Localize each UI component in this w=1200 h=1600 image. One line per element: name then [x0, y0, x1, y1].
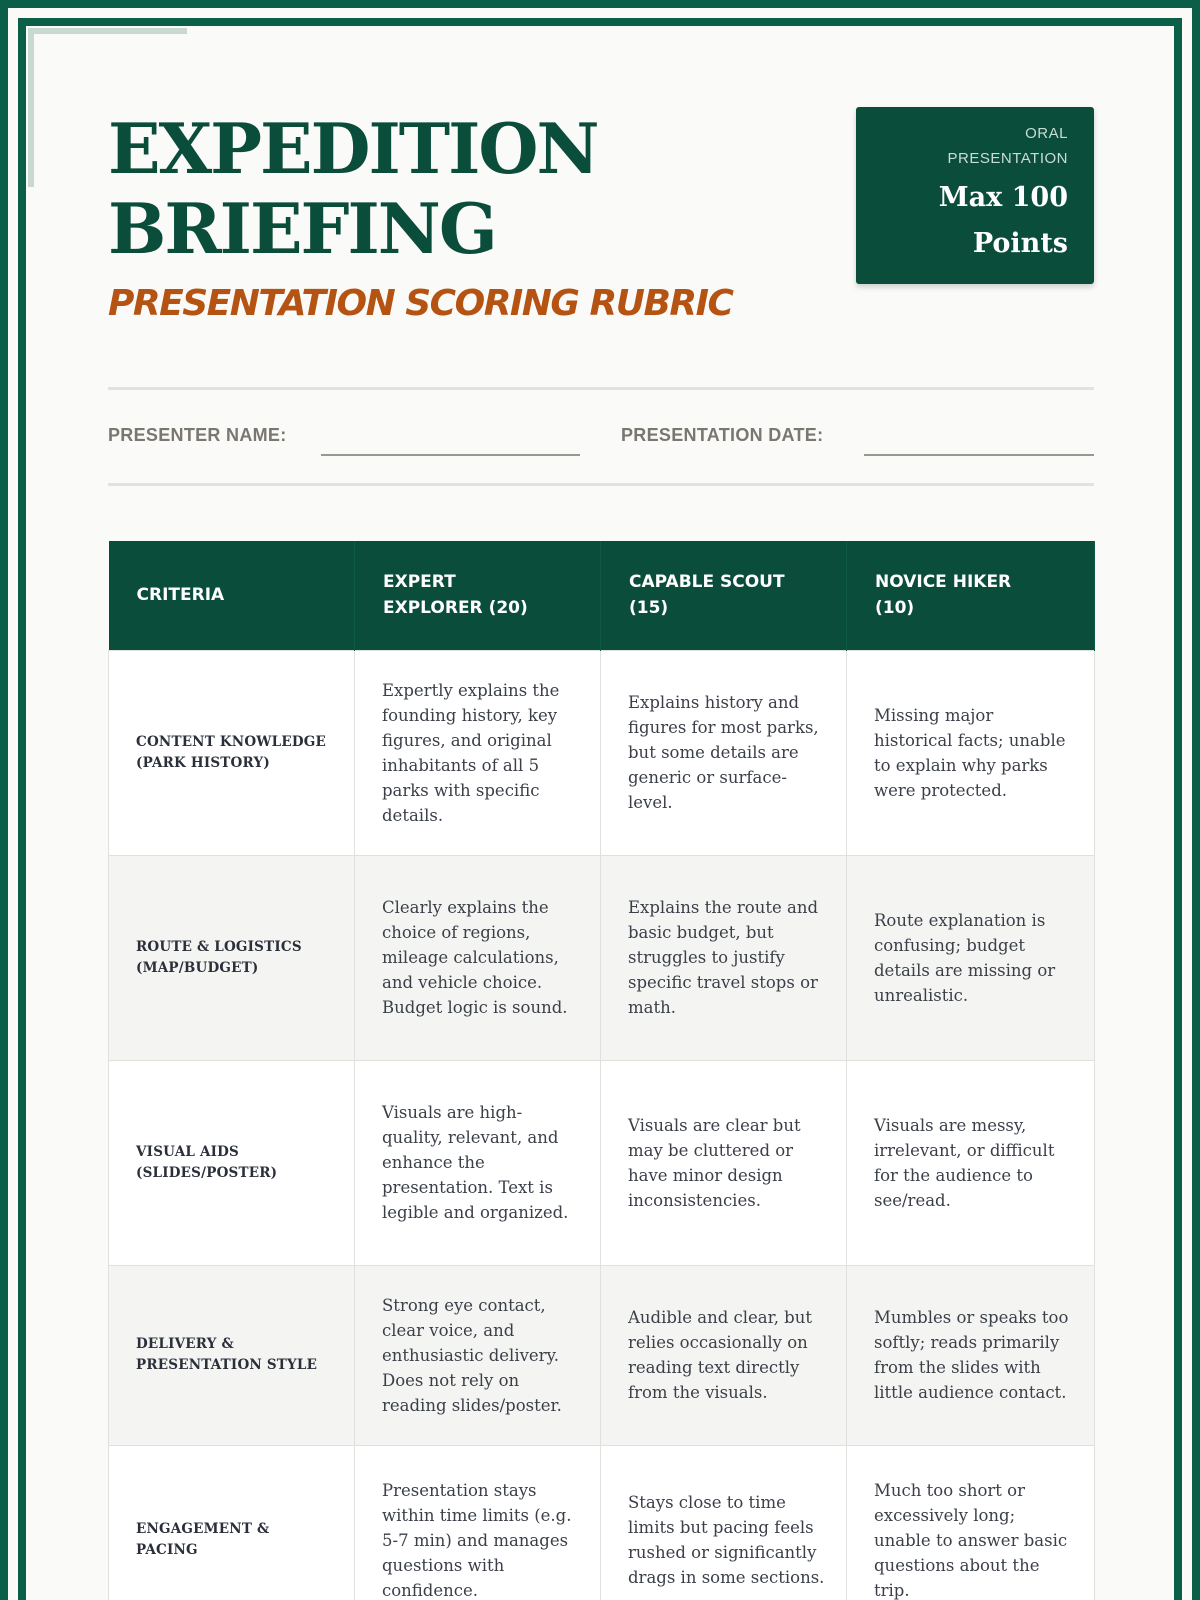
header-expert-line-2: EXPLORER (20)	[383, 598, 528, 619]
header-novice-line-1: NOVICE HIKER	[875, 572, 1012, 593]
header-criteria	[109, 541, 355, 650]
presentation-date-label: PRESENTATION DATE:	[621, 425, 824, 445]
table-row	[109, 855, 1095, 1060]
header-capable-line-1: CAPABLE SCOUT	[629, 572, 785, 593]
title-line-1: EXPEDITION	[108, 109, 598, 190]
novice-cell: Mumbles or speaks too softly; reads primarily from the slides with little audience contact.	[847, 1265, 1095, 1445]
max-points	[876, 175, 1068, 267]
max-points-badge	[856, 107, 1094, 284]
page-title	[108, 110, 708, 270]
max-points-line-1: Max 100	[938, 182, 1068, 213]
expert-cell: Expertly explains the founding history, key figures, and original inhabitants of all 5 parks with specific details.	[355, 650, 601, 855]
table-row	[109, 1445, 1095, 1600]
presentation-type-line-2: PRESENTATION	[947, 150, 1068, 167]
presentation-date-field[interactable]	[864, 454, 1094, 456]
table-header-row	[109, 541, 1095, 650]
rubric-table	[108, 541, 1095, 1600]
novice-cell: Much too short or excessively long; unable to answer basic questions about the trip.	[847, 1445, 1095, 1600]
corner-accent	[28, 28, 34, 187]
criteria-cell: ENGAGEMENT & PACING	[109, 1445, 355, 1600]
criteria-cell: ROUTE & LOGISTICS (MAP/BUDGET)	[109, 855, 355, 1060]
header-novice-line-2: (10)	[875, 598, 915, 619]
rubric-page	[26, 26, 1174, 1600]
novice-cell: Route explanation is confusing; budget details are missing or unrealistic.	[847, 855, 1095, 1060]
title-line-2: BRIEFING	[108, 189, 496, 270]
presenter-name-field[interactable]	[321, 454, 580, 456]
page-subtitle: PRESENTATION SCORING RUBRIC	[108, 283, 733, 324]
capable-cell: Audible and clear, but relies occasionally on reading text directly from the visuals.	[601, 1265, 847, 1445]
table-row	[109, 1265, 1095, 1445]
presentation-type-line-1: ORAL	[1025, 125, 1068, 142]
novice-cell: Visuals are messy, irrelevant, or difficult for the audience to see/read.	[847, 1060, 1095, 1265]
capable-cell: Explains the route and basic budget, but struggles to justify specific travel stops or math.	[601, 855, 847, 1060]
divider	[108, 483, 1094, 486]
expert-cell: Presentation stays within time limits (e.g. 5-7 min) and manages questions with confidence.	[355, 1445, 601, 1600]
table-row	[109, 1060, 1095, 1265]
expert-cell: Clearly explains the choice of regions, mileage calculations, and vehicle choice. Budget logic is sound.	[355, 855, 601, 1060]
divider	[108, 387, 1094, 390]
expert-cell: Strong eye contact, clear voice, and enthusiastic delivery. Does not rely on reading slides/poster.	[355, 1265, 601, 1445]
header-criteria-text: CRITERIA	[136, 585, 225, 606]
max-points-line-2: Points	[972, 228, 1068, 259]
table-row	[109, 650, 1095, 855]
criteria-cell: CONTENT KNOWLEDGE (PARK HISTORY)	[109, 650, 355, 855]
novice-cell: Missing major historical facts; unable to explain why parks were protected.	[847, 650, 1095, 855]
criteria-cell: VISUAL AIDS (SLIDES/POSTER)	[109, 1060, 355, 1265]
header-capable-line-2: (15)	[629, 598, 669, 619]
criteria-cell: DELIVERY & PRESENTATION STYLE	[109, 1265, 355, 1445]
capable-cell: Stays close to time limits but pacing feels rushed or significantly drags in some sections.	[601, 1445, 847, 1600]
corner-accent	[28, 28, 187, 34]
capable-cell: Explains history and figures for most parks, but some details are generic or surface-level.	[601, 650, 847, 855]
expert-cell: Visuals are high-quality, relevant, and enhance the presentation. Text is legible and organized.	[355, 1060, 601, 1265]
presentation-type	[876, 121, 1068, 171]
presenter-name-label: PRESENTER NAME:	[108, 425, 287, 445]
header-capable-scout	[601, 541, 847, 650]
header-novice-hiker	[847, 541, 1095, 650]
header-expert-explorer	[355, 541, 601, 650]
capable-cell: Visuals are clear but may be cluttered or have minor design inconsistencies.	[601, 1060, 847, 1265]
header-expert-line-1: EXPERT	[383, 572, 456, 593]
